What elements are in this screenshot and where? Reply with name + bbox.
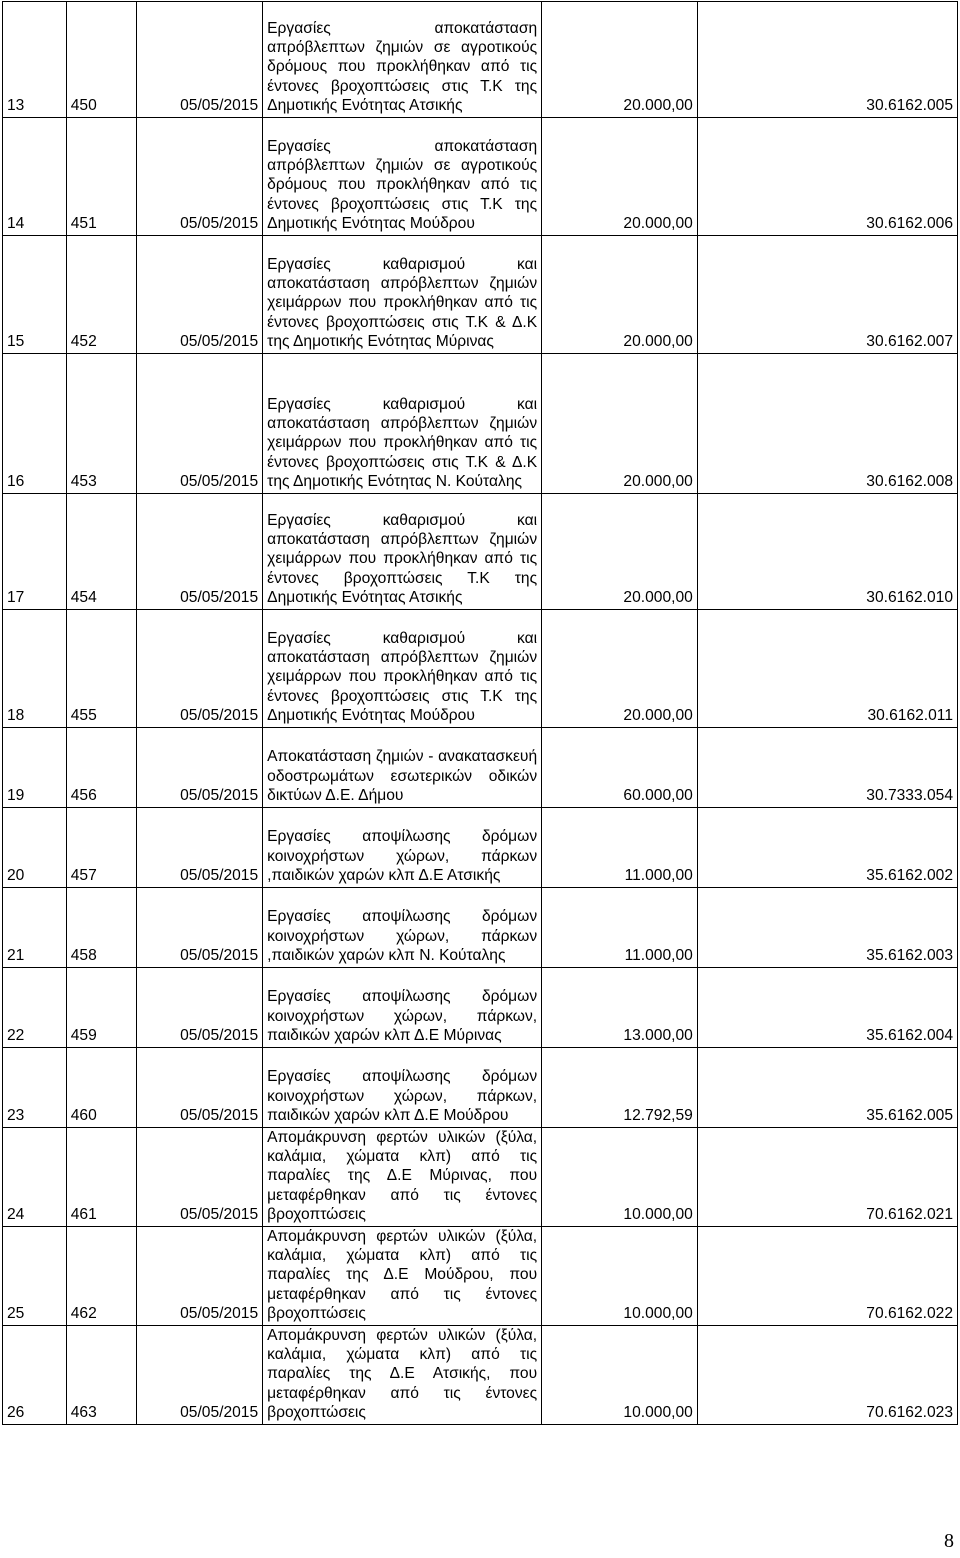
- row-description: Εργασίες αποψίλωσης δρόμων κοινοχρήστων χώρων, πάρκων, παιδικών χαρών κλπ Δ.Ε Μύρινας: [263, 968, 542, 1048]
- table-row: [3, 494, 958, 610]
- document-number: 455: [66, 610, 136, 728]
- row-description: Εργασίες αποψίλωσης δρόμων κοινοχρήστων χώρων, πάρκων ,παιδικών χαρών κλπ Δ.Ε Ατσικής: [263, 808, 542, 888]
- document-number: 462: [66, 1227, 136, 1326]
- table-body: [3, 2, 958, 1425]
- row-date: 05/05/2015: [136, 494, 262, 610]
- row-date: 05/05/2015: [136, 1048, 262, 1128]
- row-amount: 20.000,00: [542, 2, 698, 118]
- budget-code: 30.6162.011: [697, 610, 957, 728]
- budget-code: 35.6162.005: [697, 1048, 957, 1128]
- document-number: 459: [66, 968, 136, 1048]
- row-number: 25: [3, 1227, 67, 1326]
- budget-code: 30.6162.005: [697, 2, 957, 118]
- table-row: [3, 1227, 958, 1326]
- row-number: 15: [3, 236, 67, 354]
- row-amount: 10.000,00: [542, 1326, 698, 1425]
- document-number: 457: [66, 808, 136, 888]
- document-number: 452: [66, 236, 136, 354]
- row-description: Εργασίες αποκατάσταση απρόβλεπτων ζημιών σε αγροτικούς δρόμους που προκλήθηκαν από τις έντονες βροχοπτώσεις στις Τ.Κ της Δημοτικής Ενότητας Ατσικής: [263, 2, 542, 118]
- row-description: Απομάκρυνση φερτών υλικών (ξύλα, καλάμια, χώματα κλπ) από τις παραλίες της Δ.Ε Ατσικής, που μεταφέρθηκαν από τις έντονες βροχοπτώσεις: [263, 1326, 542, 1425]
- table-row: [3, 236, 958, 354]
- table-row: [3, 118, 958, 236]
- row-amount: 13.000,00: [542, 968, 698, 1048]
- table-row: [3, 728, 958, 808]
- row-amount: 11.000,00: [542, 808, 698, 888]
- table-row: [3, 610, 958, 728]
- document-number: 463: [66, 1326, 136, 1425]
- row-amount: 20.000,00: [542, 118, 698, 236]
- row-date: 05/05/2015: [136, 728, 262, 808]
- row-amount: 20.000,00: [542, 494, 698, 610]
- document-number: 460: [66, 1048, 136, 1128]
- row-description: Εργασίες αποκατάσταση απρόβλεπτων ζημιών σε αγροτικούς δρόμους που προκλήθηκαν από τις έντονες βροχοπτώσεις στις Τ.Κ της Δημοτικής Ενότητας Μούδρου: [263, 118, 542, 236]
- row-amount: 20.000,00: [542, 610, 698, 728]
- table-row: [3, 1128, 958, 1227]
- budget-code: 70.6162.021: [697, 1128, 957, 1227]
- budget-code: 30.6162.006: [697, 118, 957, 236]
- row-number: 19: [3, 728, 67, 808]
- row-date: 05/05/2015: [136, 1326, 262, 1425]
- document-number: 456: [66, 728, 136, 808]
- row-number: 13: [3, 2, 67, 118]
- row-date: 05/05/2015: [136, 118, 262, 236]
- row-amount: 12.792,59: [542, 1048, 698, 1128]
- row-amount: 10.000,00: [542, 1128, 698, 1227]
- table-row: [3, 1048, 958, 1128]
- row-number: 14: [3, 118, 67, 236]
- budget-code: 35.6162.003: [697, 888, 957, 968]
- decisions-table: [2, 1, 958, 1425]
- table-row: [3, 1326, 958, 1425]
- row-description: Απομάκρυνση φερτών υλικών (ξύλα, καλάμια, χώματα κλπ) από τις παραλίες της Δ.Ε Μούδρου, που μεταφέρθηκαν από τις έντονες βροχοπτώσεις: [263, 1227, 542, 1326]
- row-description: Αποκατάσταση ζημιών - ανακατασκευή οδοστρωμάτων εσωτερικών οδικών δικτύων Δ.Ε. Δήμου: [263, 728, 542, 808]
- table-row: [3, 808, 958, 888]
- table-row: [3, 354, 958, 494]
- budget-code: 30.7333.054: [697, 728, 957, 808]
- budget-code: 30.6162.008: [697, 354, 957, 494]
- document-number: 458: [66, 888, 136, 968]
- row-description: Εργασίες καθαρισμού και αποκατάσταση απρόβλεπτων ζημιών χειμάρρων που προκλήθηκαν από τις έντονες βροχοπτώσεις Τ.Κ της Δημοτικής Ενότητας Ατσικής: [263, 494, 542, 610]
- document-number: 453: [66, 354, 136, 494]
- table-row: [3, 2, 958, 118]
- row-date: 05/05/2015: [136, 888, 262, 968]
- row-number: 24: [3, 1128, 67, 1227]
- row-number: 26: [3, 1326, 67, 1425]
- row-number: 21: [3, 888, 67, 968]
- row-date: 05/05/2015: [136, 354, 262, 494]
- budget-code: 35.6162.004: [697, 968, 957, 1048]
- row-date: 05/05/2015: [136, 808, 262, 888]
- document-number: 451: [66, 118, 136, 236]
- row-number: 20: [3, 808, 67, 888]
- row-number: 22: [3, 968, 67, 1048]
- row-amount: 11.000,00: [542, 888, 698, 968]
- row-date: 05/05/2015: [136, 610, 262, 728]
- row-description: Εργασίες καθαρισμού και αποκατάσταση απρόβλεπτων ζημιών χειμάρρων που προκλήθηκαν από τις έντονες βροχοπτώσεις στις Τ.Κ & Δ.Κ της Δημοτικής Ενότητας Μύρινας: [263, 236, 542, 354]
- row-amount: 60.000,00: [542, 728, 698, 808]
- document-number: 461: [66, 1128, 136, 1227]
- row-amount: 20.000,00: [542, 354, 698, 494]
- row-date: 05/05/2015: [136, 1128, 262, 1227]
- row-amount: 10.000,00: [542, 1227, 698, 1326]
- row-description: Εργασίες αποψίλωσης δρόμων κοινοχρήστων χώρων, πάρκων, παιδικών χαρών κλπ Δ.Ε Μούδρου: [263, 1048, 542, 1128]
- row-date: 05/05/2015: [136, 2, 262, 118]
- row-number: 23: [3, 1048, 67, 1128]
- table-row: [3, 968, 958, 1048]
- budget-code: 70.6162.023: [697, 1326, 957, 1425]
- budget-code: 35.6162.002: [697, 808, 957, 888]
- row-description: Εργασίες καθαρισμού και αποκατάσταση απρόβλεπτων ζημιών χειμάρρων που προκλήθηκαν από τις έντονες βροχοπτώσεις στις Τ.Κ της Δημοτικής Ενότητας Μούδρου: [263, 610, 542, 728]
- row-number: 17: [3, 494, 67, 610]
- budget-code: 30.6162.007: [697, 236, 957, 354]
- row-description: Εργασίες καθαρισμού και αποκατάσταση απρόβλεπτων ζημιών χειμάρρων που προκλήθηκαν από τις έντονες βροχοπτώσεις στις Τ.Κ & Δ.Κ της Δημοτικής Ενότητας Ν. Κούταλης: [263, 354, 542, 494]
- row-amount: 20.000,00: [542, 236, 698, 354]
- row-number: 18: [3, 610, 67, 728]
- row-description: Απομάκρυνση φερτών υλικών (ξύλα, καλάμια, χώματα κλπ) από τις παραλίες της Δ.Ε Μύρινας, που μεταφέρθηκαν από τις έντονες βροχοπτώσεις: [263, 1128, 542, 1227]
- row-date: 05/05/2015: [136, 1227, 262, 1326]
- row-number: 16: [3, 354, 67, 494]
- budget-code: 70.6162.022: [697, 1227, 957, 1326]
- document-number: 450: [66, 2, 136, 118]
- budget-code: 30.6162.010: [697, 494, 957, 610]
- table-row: [3, 888, 958, 968]
- row-date: 05/05/2015: [136, 236, 262, 354]
- page-number: 8: [944, 1530, 954, 1552]
- row-date: 05/05/2015: [136, 968, 262, 1048]
- document-number: 454: [66, 494, 136, 610]
- row-description: Εργασίες αποψίλωσης δρόμων κοινοχρήστων χώρων, πάρκων ,παιδικών χαρών κλπ Ν. Κούταλης: [263, 888, 542, 968]
